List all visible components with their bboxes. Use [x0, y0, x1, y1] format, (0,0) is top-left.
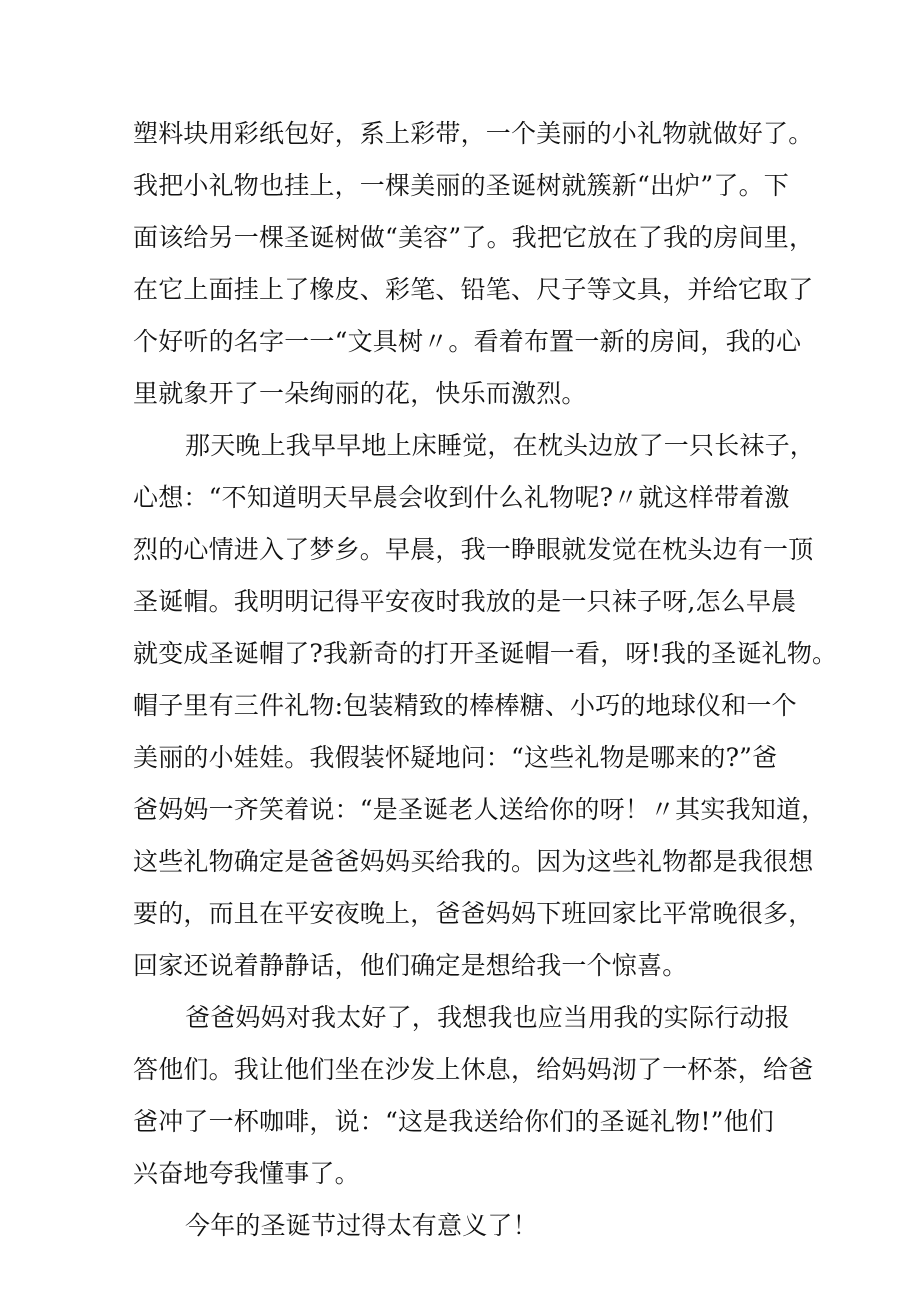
text-line: 我把小礼物也挂上，一棵美丽的圣诞树就簇新“出炉”了。下: [133, 171, 789, 200]
paragraph-first-line: 那天晚上我早早地上床睡觉，在枕头边放了一只长袜子，: [185, 431, 816, 460]
text-line: 面该给另一棵圣诞树做“美容”了。我把它放在了我的房间里，: [133, 223, 815, 252]
text-line: 心想：“不知道明天早晨会收到什么礼物呢?〃就这样带着激: [133, 483, 790, 512]
text-line: 帽子里有三件礼物:包装精致的棒棒糖、小巧的地球仪和一个: [133, 691, 797, 720]
text-line: 烈的心情进入了梦乡。早晨，我一睁眼就发觉在枕头边有一顶: [133, 535, 814, 564]
text-line: 要的，而且在平安夜晚上，爸爸妈妈下班回家比平常晚很多，: [133, 899, 814, 928]
text-line: 爸妈妈一齐笑着说：“是圣诞老人送给你的呀！〃其实我知道，: [133, 795, 827, 824]
text-line: 这些礼物确定是爸爸妈妈买给我的。因为这些礼物都是我很想: [133, 847, 814, 876]
text-line: 兴奋地夸我懂事了。: [133, 1159, 360, 1188]
text-line: 美丽的小娃娃。我假装怀疑地问：“这些礼物是哪来的?”爸: [133, 743, 778, 772]
text-line: 塑料块用彩纸包好，系上彩带，一个美丽的小礼物就做好了。: [133, 119, 814, 148]
paragraph-first-line: 今年的圣诞节过得太有意义了！: [185, 1211, 538, 1240]
text-line: 里就象开了一朵绚丽的花，快乐而激烈。: [133, 379, 587, 408]
paragraph-first-line: 爸爸妈妈对我太好了，我想我也应当用我的实际行动报: [185, 1003, 790, 1032]
text-line: 个好听的名字一一“文具树〃。看着布置一新的房间，我的心: [133, 327, 802, 356]
document-body: [133, 108, 838, 1252]
text-line: 爸冲了一杯咖啡，说：“这是我送给你们的圣诞礼物!”他们: [133, 1107, 775, 1136]
text-line: 回家还说着静静话，他们确定是想给我一个惊喜。: [133, 951, 688, 980]
text-line: 就变成圣诞帽了?我新奇的打开圣诞帽一看，呀!我的圣诞礼物。: [133, 639, 838, 668]
text-line: 在它上面挂上了橡皮、彩笔、铅笔、尺子等文具，并给它取了: [133, 275, 814, 304]
text-line: 圣诞帽。我明明记得平安夜时我放的是一只袜子呀,怎么早晨: [133, 587, 797, 616]
text-line: 答他们。我让他们坐在沙发上休息，给妈妈沏了一杯茶，给爸: [133, 1055, 814, 1084]
